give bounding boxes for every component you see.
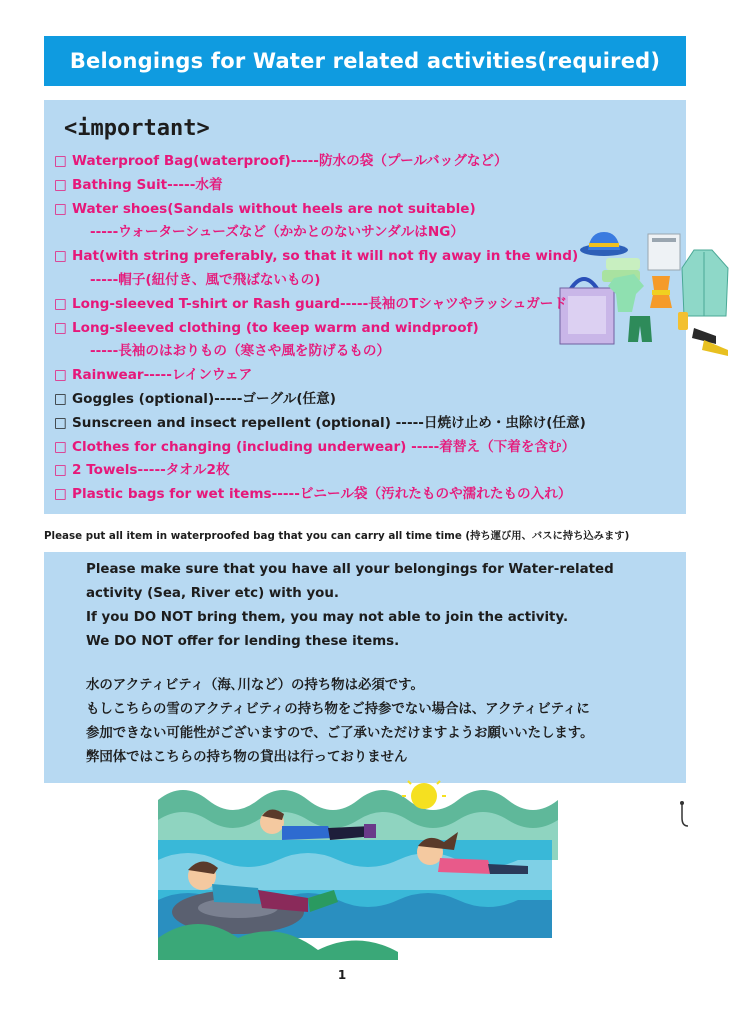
item-hat: □ Hat(with string preferably, so that it will not fly away in the wind) -----帽子(紐付き、風で飛ばないもの)	[54, 245, 674, 293]
info-en-line: We DO NOT offer for lending these items.	[86, 634, 400, 649]
item-rainwear: □ Rainwear-----レインウェア	[54, 364, 674, 388]
info-jp-line: もしこちらの雪のアクティビティの持ち物をご持参でない場合は、アクティビティに	[86, 702, 590, 717]
item-clothes-for-changing: □ Clothes for changing (including underwear) -----着替え（下着を含む）	[54, 436, 674, 460]
info-jp-line: 水のアクティビティ（海､川など）の持ち物は必須です。	[86, 678, 424, 693]
checkbox-icon: □	[54, 414, 67, 431]
checkbox-icon: □	[54, 295, 67, 312]
info-jp-line: 弊団体ではこちらの持ち物の貸出は行っておりません	[86, 750, 408, 765]
item-bathing-suit: □ Bathing Suit-----水着	[54, 174, 674, 198]
item-plastic-bags: □ Plastic bags for wet items-----ビニール袋（汚れたものや濡れたもの入れ）	[54, 483, 674, 507]
belongings-panel	[44, 100, 686, 514]
checkbox-icon: □	[54, 248, 67, 265]
info-en-line: If you DO NOT bring them, you may not able to join the activity.	[86, 610, 569, 625]
checkbox-icon: □	[54, 153, 67, 169]
info-en-line: Please make sure that you have all your belongings for Water-related	[86, 562, 614, 577]
checkbox-icon: □	[54, 438, 67, 455]
belongings-list	[54, 150, 674, 507]
checkbox-icon: □	[54, 200, 67, 217]
checkbox-icon: □	[54, 176, 67, 193]
river-activity-illustration	[158, 780, 558, 960]
page-title: Belongings for Water related activities(required)	[44, 36, 686, 86]
checkbox-icon: □	[54, 390, 67, 407]
checkbox-icon: □	[54, 462, 67, 479]
info-panel	[44, 552, 686, 783]
checkbox-icon: □	[54, 367, 67, 384]
checkbox-icon: □	[54, 486, 67, 503]
info-text	[86, 558, 676, 770]
page-number: 1	[337, 968, 347, 982]
info-en-line: activity (Sea, River etc) with you.	[86, 586, 339, 601]
item-long-sleeved-tshirt: □ Long-sleeved T-shirt or Rash guard-----長袖のTシャツやラッシュガード	[54, 293, 674, 317]
item-towels: □ 2 Towels-----タオル2枚	[54, 459, 674, 483]
item-sunscreen: □ Sunscreen and insect repellent (optional) -----日焼け止め・虫除け(任意)	[54, 412, 674, 436]
important-heading: <important>	[64, 116, 210, 141]
checkbox-icon: □	[54, 319, 67, 336]
item-water-shoes: □ Water shoes(Sandals without heels are not suitable) -----ウォーターシューズなど（かかとのないサンダルはNG）	[54, 198, 674, 246]
bag-note: Please put all item in waterproofed bag that you can carry all time time (持ち運び用、バスに持ち込みます)	[44, 530, 630, 542]
decorative-hook-icon	[676, 800, 690, 830]
info-jp-line: 参加できない可能性がございますので、ご了承いただけますようお願いいたします。	[86, 726, 594, 741]
item-waterproof-bag: □ Waterproof Bag(waterproof)-----防水の袋（プールバッグなど）	[54, 150, 674, 174]
item-long-sleeved-clothing: □ Long-sleeved clothing (to keep warm and windproof) -----長袖のはおりもの（寒さや風を防げるもの）	[54, 317, 674, 365]
item-goggles: □ Goggles (optional)-----ゴーグル(任意)	[54, 388, 674, 412]
